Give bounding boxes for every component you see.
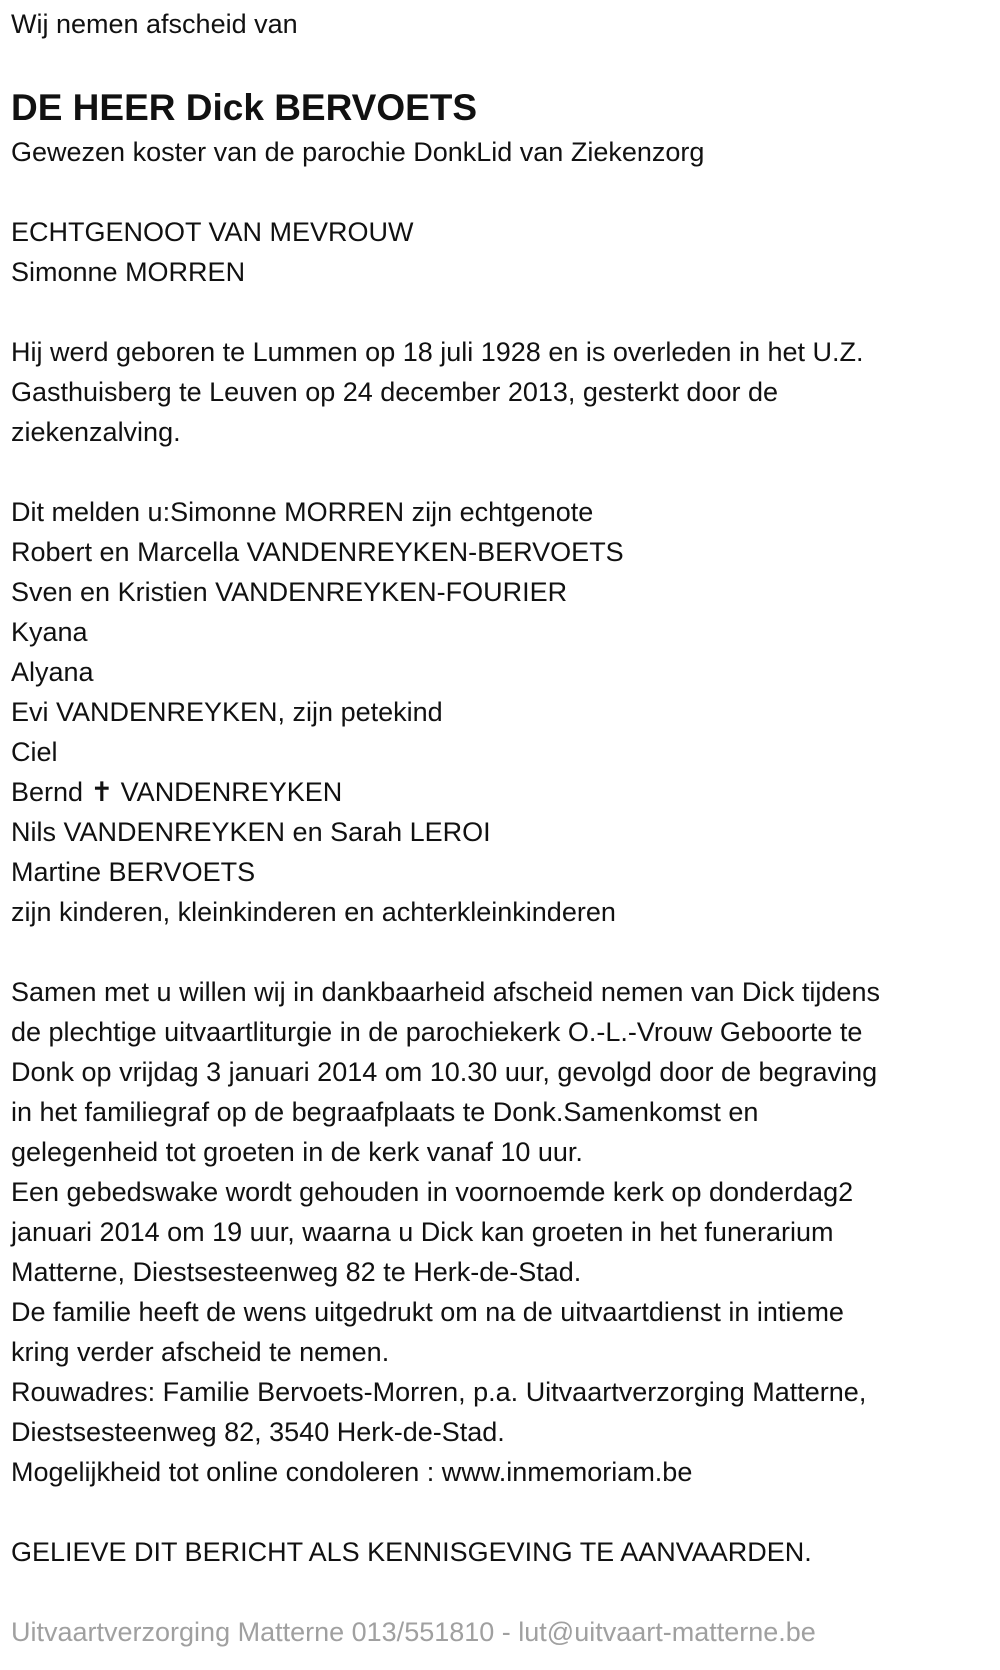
detail-line: Diestsesteenweg 82, 3540 Herk-de-Stad. xyxy=(11,1417,505,1447)
detail-line: Matterne, Diestsesteenweg 82 te Herk-de-Stad. xyxy=(11,1257,582,1287)
detail-line: Samen met u willen wij in dankbaarheid afscheid nemen van Dick tijdens xyxy=(11,977,880,1007)
detail-line: De familie heeft de wens uitgedrukt om na de uitvaartdienst in intieme xyxy=(11,1297,844,1327)
details-block xyxy=(11,972,1000,1492)
detail-line: kring verder afscheid te nemen. xyxy=(11,1337,390,1367)
spouse-block xyxy=(11,212,1000,292)
family-block xyxy=(11,492,1000,932)
family-member-line: Evi VANDENREYKEN, zijn petekind xyxy=(11,697,443,727)
deceased-name: DE HEER Dick BERVOETS xyxy=(11,87,478,128)
text-line: ziekenzalving. xyxy=(11,417,181,447)
intro-text: Wij nemen afscheid van xyxy=(11,9,298,39)
detail-line: januari 2014 om 19 uur, waarna u Dick kan groeten in het funerarium xyxy=(11,1217,834,1247)
family-member-line: Nils VANDENREYKEN en Sarah LEROI xyxy=(11,817,491,847)
detail-line: Donk op vrijdag 3 januari 2014 om 10.30 uur, gevolgd door de begraving xyxy=(11,1057,878,1087)
family-member-line: Martine BERVOETS xyxy=(11,857,256,887)
detail-line: Rouwadres: Familie Bervoets-Morren, p.a. Uitvaartverzorging Matterne, xyxy=(11,1377,867,1407)
family-member-line: Ciel xyxy=(11,737,58,767)
spouse-line: ECHTGENOOT VAN MEVROUW xyxy=(11,217,414,247)
detail-line: Een gebedswake wordt gehouden in voornoemde kerk op donderdag2 xyxy=(11,1177,854,1207)
family-member-line: Dit melden u:Simonne MORREN zijn echtgenote xyxy=(11,497,594,527)
family-member-line: Alyana xyxy=(11,657,94,687)
text-line: Gasthuisberg te Leuven op 24 december 2013, gesterkt door de xyxy=(11,377,779,407)
family-member-line: Robert en Marcella VANDENREYKEN-BERVOETS xyxy=(11,537,624,567)
footer-contact: Uitvaartverzorging Matterne 013/551810 - lut@uitvaart-matterne.be xyxy=(11,1617,816,1647)
spouse-line: Simonne MORREN xyxy=(11,257,246,287)
birth-death-block xyxy=(11,332,1000,452)
detail-line: Mogelijkheid tot online condoleren : www.inmemoriam.be xyxy=(11,1457,693,1487)
family-member-line: Kyana xyxy=(11,617,88,647)
subtitle: Gewezen koster van de parochie DonkLid van Ziekenzorg xyxy=(11,137,705,167)
detail-line: de plechtige uitvaartliturgie in de parochiekerk O.-L.-Vrouw Geboorte te xyxy=(11,1017,863,1047)
family-member-line: Sven en Kristien VANDENREYKEN-FOURIER xyxy=(11,577,568,607)
text-line: Hij werd geboren te Lummen op 18 juli 1928 en is overleden in het U.Z. xyxy=(11,337,864,367)
notice: GELIEVE DIT BERICHT ALS KENNISGEVING TE AANVAARDEN. xyxy=(11,1537,812,1567)
family-member-line: zijn kinderen, kleinkinderen en achterkleinkinderen xyxy=(11,897,616,927)
family-member-line: Bernd ✝ VANDENREYKEN xyxy=(11,777,343,807)
detail-line: in het familiegraf op de begraafplaats te Donk.Samenkomst en xyxy=(11,1097,759,1127)
detail-line: gelegenheid tot groeten in de kerk vanaf 10 uur. xyxy=(11,1137,583,1167)
